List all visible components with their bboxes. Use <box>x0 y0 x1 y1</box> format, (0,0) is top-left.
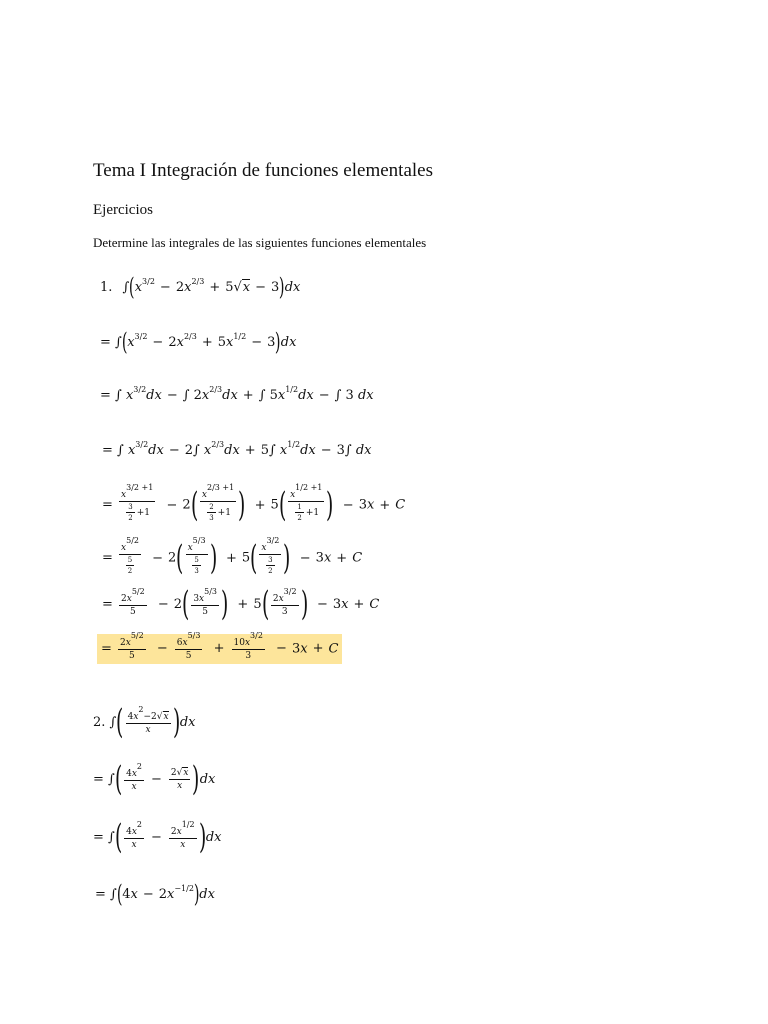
section-heading: Ejercicios <box>93 202 153 218</box>
exercise-2-statement: 2. ∫( $\frac{4x^2-2√x}{x}$ )dx <box>93 702 196 742</box>
exercise-1-number: 1. <box>100 280 113 296</box>
exercise-1-step-5: = $\frac{x^{5/2}}{\frac{5}{2}}$ − 2( $\frac{x^{5/3}}{\frac{5}{3}}$ ) + 5( $\frac{x^{3/2}}{\frac{3}{2}}$ ) − 3x + C <box>102 536 363 578</box>
exercise-1-step-4: = $x^{3/2 +1}$ $\frac{3}{2}$ +1 − 2( $x^{2/3 +1}$ $\frac{2}{3}$ +1 ) + 5( $x^{1/2 +1}$ $\frac{1}{2}$ +1 ) − 3x + C <box>102 483 406 525</box>
exercise-2-step-2: = ∫( $\frac{4x^2}{x}$ − $\frac{2x^{1/2}}{x}$ )dx <box>93 817 222 857</box>
exercise-1-step-1: = $\int(x^{3/2} - 2x^{2/3} + 5x^{1/2} - 3)dx$ <box>100 328 297 356</box>
instruction-text: Determine las integrales de las siguientes funciones elementales <box>93 235 427 250</box>
page-title: Tema I Integración de funciones elementales <box>93 160 433 181</box>
exercise-2-number: 2. <box>93 715 106 731</box>
exercise-1-answer-highlight: = $\frac{2x^{5/2}}{5}$ − $\frac{6x^{5/3}}{5}$ + $\frac{10x^{3/2}}{3}$ − 3x + C <box>97 634 342 664</box>
exercise-2-step-3: = $\int(4x - 2x^{-1/2})dx$ <box>95 880 215 908</box>
exercise-1-step-3: = ∫ $x^{3/2}dx - 2\int$ $x^{2/3}dx + 5\int$ $x^{1/2}dx - 3\int$ dx <box>102 440 372 458</box>
exercise-1-statement: 1. $\int(x^{3/2} - 2x^{2/3} + 5√x - 3)dx$ <box>100 273 301 301</box>
exercise-1-step-2: = ∫ $x^{3/2}dx$ − ∫ $2x^{2/3}dx$ + ∫ $5x^{1/2}dx$ − ∫ 3 dx <box>100 385 374 403</box>
exercise-2-step-1: = ∫( $\frac{4x^2}{x}$ − $\frac{2√x}{x}$ )dx <box>93 759 216 799</box>
exercise-1-step-6: = $\frac{2x^{5/2}}{5}$ − 2( $\frac{3x^{5/3}}{5}$ ) + 5( $\frac{2x^{3/2}}{3}$ ) − 3x + C <box>102 584 380 624</box>
